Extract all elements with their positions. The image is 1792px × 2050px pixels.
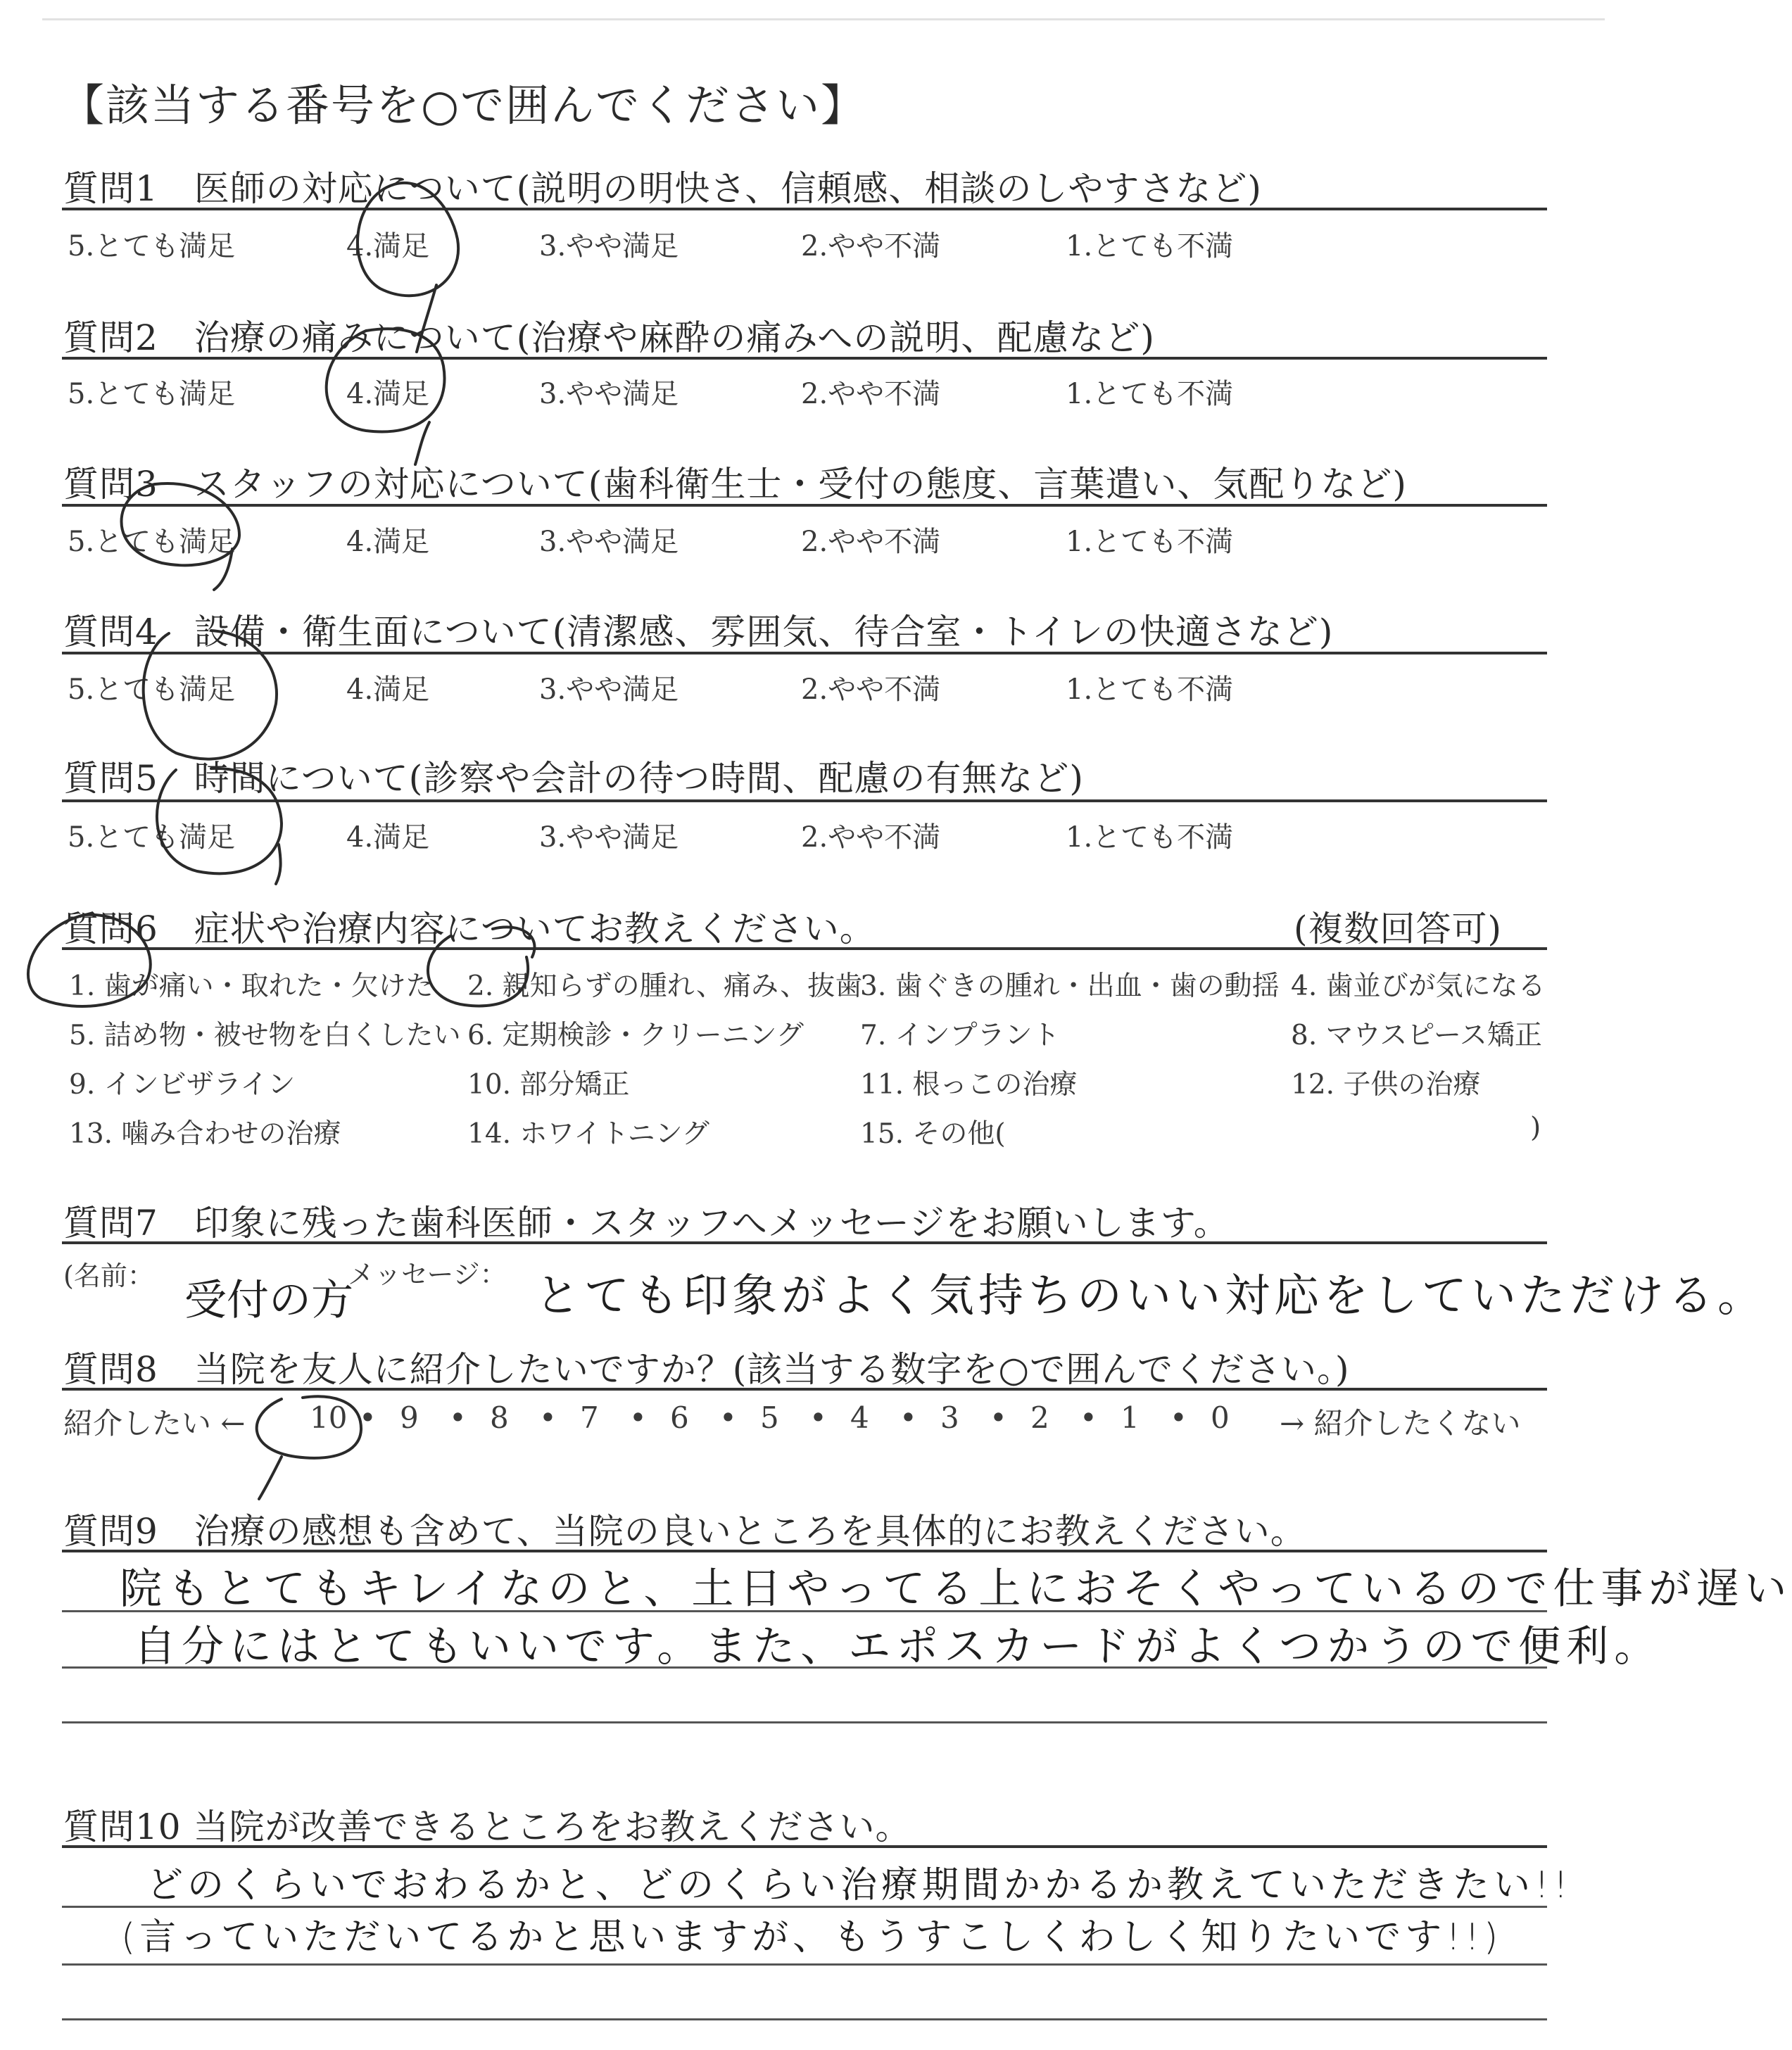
question-8-title: 質問8 当院を友人に紹介したいですか？(該当する数字を○で囲んでください。) [63, 1349, 1350, 1390]
question-1-title: 質問1 医師の対応について(説明の明快さ、信頼感、相談のしやすさなど) [63, 168, 1262, 209]
q2-option-1[interactable]: 1.とても不満 [1066, 378, 1234, 410]
q3-option-1[interactable]: 1.とても不満 [1066, 526, 1234, 558]
q6-option-1[interactable]: 1. 歯が痛い・取れた・欠けた [69, 970, 434, 1002]
question-7-title: 質問7 印象に残った歯科医師・スタッフへメッセージをお願いします。 [63, 1203, 1230, 1244]
q3-option-4[interactable]: 4.満足 [346, 526, 430, 558]
q8-scale-8[interactable]: 8 [490, 1400, 509, 1435]
question-9-title: 質問9 治療の感想も含めて、当院の良いところを具体的にお教えください。 [63, 1511, 1306, 1552]
q9-answer-line-1[interactable]: 院もとてもキレイなのと、土日やってる上におそくやっているので仕事が遅い [120, 1564, 1792, 1614]
q8-scale-separator: • [359, 1400, 377, 1435]
q6-selection-circle-1 [28, 915, 151, 1006]
q7-name-label: (名前： [63, 1260, 154, 1291]
q6-option-10[interactable]: 10. 部分矯正 [467, 1069, 630, 1101]
q4-option-4[interactable]: 4.満足 [346, 673, 430, 706]
q9-answer-line-2[interactable]: 自分にはとてもいいです。また、エポスカードがよくつかうので便利。 [134, 1622, 1662, 1671]
q10-answer-line-1[interactable]: どのくらいでおわるかと、どのくらい治療期間かかるか教えていただきたい!! [146, 1864, 1572, 1906]
q8-scale-separator: • [1170, 1400, 1187, 1435]
q1-option-2[interactable]: 2.やや不満 [801, 230, 941, 262]
q2-selection-circle [327, 329, 445, 464]
q5-option-3[interactable]: 3.やや満足 [539, 821, 679, 854]
question-6-note: (複数回答可) [1294, 909, 1503, 949]
q6-option-2[interactable]: 2. 親知らずの腫れ、痛み、抜歯 [467, 970, 863, 1002]
q6-option-12[interactable]: 12. 子供の治療 [1291, 1069, 1481, 1101]
q6-selection-circle-2 [428, 927, 535, 1006]
q2-option-2[interactable]: 2.やや不満 [801, 378, 941, 410]
q5-selection-circle [157, 768, 282, 884]
q3-option-5[interactable]: 5.とても満足 [68, 526, 236, 558]
q6-option-8[interactable]: 8. マウスピース矯正 [1291, 1020, 1542, 1051]
q6-option-6[interactable]: 6. 定期検診・クリーニング [467, 1020, 804, 1051]
q6-option-5[interactable]: 5. 詰め物・被せ物を白くしたい [69, 1020, 461, 1051]
q8-scale-separator: • [449, 1400, 467, 1435]
question-2-title: 質問2 治療の痛みについて(治療や麻酔の痛みへの説明、配慮など) [63, 317, 1155, 358]
q8-scale-5[interactable]: 5 [760, 1400, 779, 1435]
q4-selection-circle [144, 631, 277, 759]
page-title: 【該当する番号を○で囲んでください】 [61, 80, 866, 131]
question-4-title: 質問4 設備・衛生面について(清潔感、雰囲気、待合室・トイレの快適さなど) [63, 612, 1334, 652]
q8-scale-separator: • [629, 1400, 647, 1435]
q8-scale-separator: • [539, 1400, 557, 1435]
q6-option-15[interactable]: 15. その他( [860, 1118, 1006, 1150]
q7-message-label: メッセージ： [348, 1259, 507, 1290]
q2-option-3[interactable]: 3.やや満足 [539, 378, 679, 410]
q4-option-5[interactable]: 5.とても満足 [68, 673, 236, 706]
q7-name-value[interactable]: 受付の方 [184, 1276, 353, 1325]
q6-option-11[interactable]: 11. 根っこの治療 [860, 1069, 1078, 1101]
q3-selection-circle [122, 483, 240, 590]
q8-scale-7[interactable]: 7 [580, 1400, 599, 1435]
q8-scale-separator: • [809, 1400, 827, 1435]
question-6-title: 質問6 症状や治療内容についてお教えください。 [63, 909, 876, 949]
q6-option-13[interactable]: 13. 噛み合わせの治療 [69, 1118, 341, 1150]
q2-option-5[interactable]: 5.とても満足 [68, 378, 236, 410]
q8-scale-1[interactable]: 1 [1121, 1400, 1140, 1435]
q8-scale-separator: • [1080, 1400, 1097, 1435]
q6-option-7[interactable]: 7. インプラント [860, 1020, 1060, 1051]
q5-option-1[interactable]: 1.とても不満 [1066, 821, 1234, 854]
q8-scale-9[interactable]: 9 [400, 1400, 419, 1435]
q8-scale-10[interactable]: 10 [310, 1400, 348, 1435]
q6-option-3[interactable]: 3. 歯ぐきの腫れ・出血・歯の動揺 [860, 970, 1280, 1002]
q8-scale-6[interactable]: 6 [670, 1400, 689, 1435]
q6-option-4[interactable]: 4. 歯並びが気になる [1291, 970, 1546, 1002]
q8-scale-2[interactable]: 2 [1030, 1400, 1049, 1435]
q6-option-14[interactable]: 14. ホワイトニング [467, 1118, 709, 1150]
q1-selection-circle [358, 183, 458, 352]
question-10-title: 質問10 当院が改善できるところをお教えください。 [63, 1807, 911, 1847]
q8-selection-circle [257, 1396, 361, 1499]
question-5-title: 質問5 時間について(診察や会計の待つ時間、配慮の有無など) [63, 758, 1084, 799]
q8-scale-separator: • [900, 1400, 917, 1435]
q10-answer-line-2[interactable]: (言っていただいてるかと思いますが、もうすこしくわしく知りたいです!!) [121, 1916, 1503, 1959]
q1-option-4[interactable]: 4.満足 [346, 230, 430, 262]
q2-option-4[interactable]: 4.満足 [346, 378, 430, 410]
q8-scale-separator: • [719, 1400, 737, 1435]
q1-option-3[interactable]: 3.やや満足 [539, 230, 679, 262]
q8-scale-separator: • [990, 1400, 1007, 1435]
q8-scale-3[interactable]: 3 [940, 1400, 959, 1435]
q8-left-label: 紹介したい ← [63, 1406, 246, 1441]
q1-option-1[interactable]: 1.とても不満 [1066, 230, 1234, 262]
q4-option-3[interactable]: 3.やや満足 [539, 673, 679, 706]
q5-option-4[interactable]: 4.満足 [346, 821, 430, 854]
q4-option-1[interactable]: 1.とても不満 [1066, 673, 1234, 706]
q8-scale-0[interactable]: 0 [1211, 1400, 1230, 1435]
q5-option-5[interactable]: 5.とても満足 [68, 821, 236, 854]
question-3-title: 質問3 スタッフの対応について(歯科衛生士・受付の態度、言葉遣い、気配りなど) [63, 464, 1407, 505]
q8-scale-4[interactable]: 4 [850, 1400, 869, 1435]
q7-message-value[interactable]: とても印象がよく気持ちのいい対応をしていただける。 [535, 1270, 1767, 1322]
q5-option-2[interactable]: 2.やや不満 [801, 821, 941, 854]
q6-option-9[interactable]: 9. インビザライン [69, 1069, 296, 1101]
q3-option-3[interactable]: 3.やや満足 [539, 526, 679, 558]
q1-option-5[interactable]: 5.とても満足 [68, 230, 236, 262]
q3-option-2[interactable]: 2.やや不満 [801, 526, 941, 558]
q8-right-label: → 紹介したくない [1280, 1406, 1521, 1441]
q6-option-15-close: ) [1530, 1112, 1541, 1144]
q4-option-2[interactable]: 2.やや不満 [801, 673, 941, 706]
